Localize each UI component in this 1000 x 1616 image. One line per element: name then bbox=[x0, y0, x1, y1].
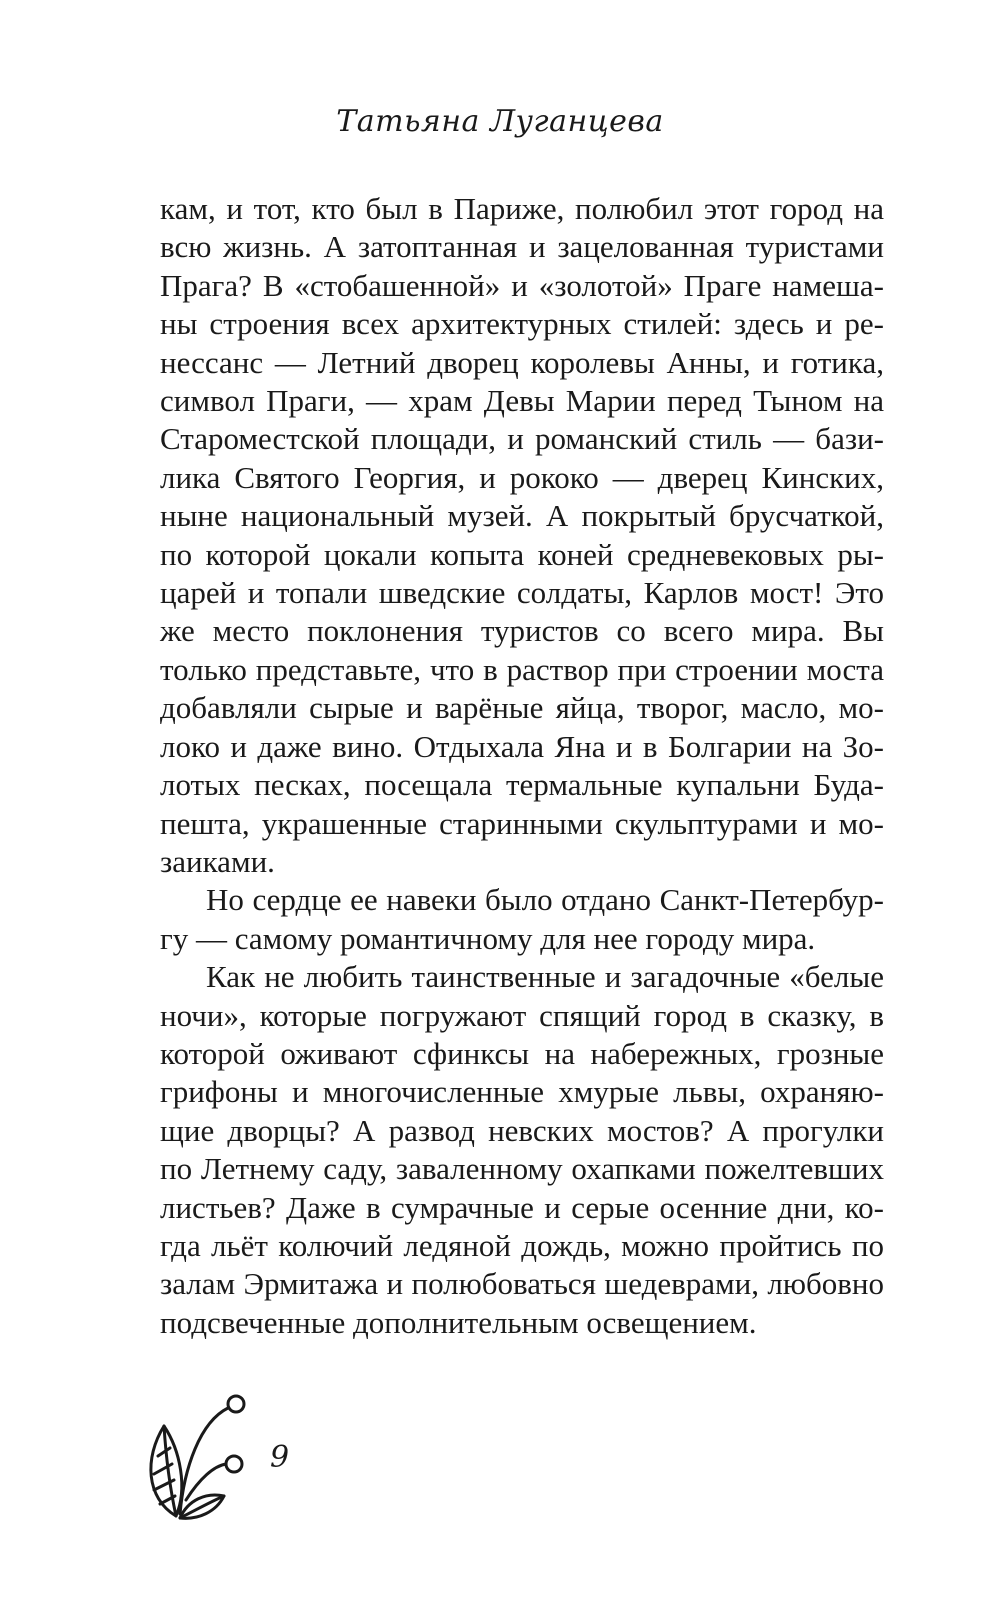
paragraph: Как не любить таинственные и загадочные «белые ночи», которые погружают спящий город в сказку, в которой оживают сфинксы на набережных, грозные грифоны и многочисленные хмурые львы, охраняющие дворцы? А развод невских мостов? А прогулки по Летнему саду, заваленному охапками пожелтевших листьев? Даже в сумрачные и серые осенние дни, когда льёт колючий ледяной дождь, можно пройтись по залам Эрмитажа и полюбоваться шедеврами, любовно подсвеченные дополнительным освещением. bbox=[160, 959, 884, 1340]
paragraph: Но сердце ее навеки было отдано Санкт-Петербургу — самому романтичному для нее городу мира. bbox=[160, 882, 884, 956]
floral-sprig-icon bbox=[140, 1388, 260, 1528]
page-number: 9 bbox=[270, 1440, 290, 1475]
body-text bbox=[160, 190, 884, 1342]
paragraph: кам, и тот, кто был в Париже, полюбил этот город на всю жизнь. А затоптанная и зацелованная туристами Прага? В «стобашенной» и «золотой» Праге намешаны строения всех архитектурных стилей: здесь и ренессанс — Летний дворец королевы Анны, и готика, символ Праги, — храм Девы Марии перед Тыном на Староместской площади, и романский стиль — базилика Святого Георгия, и рококо — дверец Кинских, ныне национальный музей. А покрытый брусчаткой, по которой цокали копыта коней средневековых рыцарей и топали шведские солдаты, Карлов мост! Это же место поклонения туристов со всего мира. Вы только представьте, что в раствор при строении моста добавляли сырые и варёные яйца, творог, масло, молоко и даже вино. Отдыхала Яна и в Болгарии на Золотых песках, посещала термальные купальни Будапешта, украшенные старинными скульптурами и мозаиками. bbox=[160, 191, 884, 879]
running-header: Татьяна Луганцева bbox=[336, 104, 664, 139]
